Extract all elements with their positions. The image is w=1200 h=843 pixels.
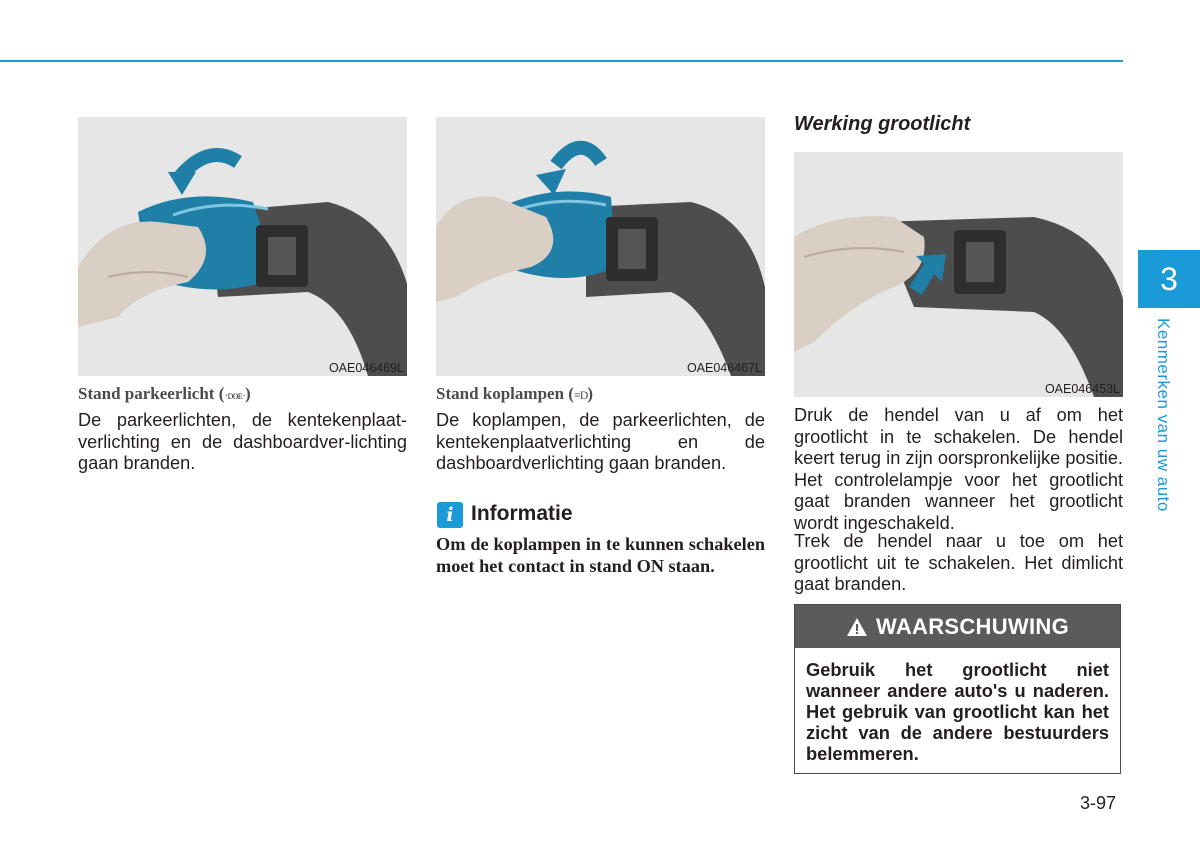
col2-body: De koplampen, de parkeerlichten, de kentekenplaatverlichting en de dashboardverlichting gaan branden. bbox=[436, 410, 765, 473]
figure-high-beam bbox=[794, 152, 1123, 397]
chapter-tab: 3 bbox=[1138, 250, 1200, 308]
top-rule bbox=[0, 60, 1123, 62]
lever-illustration bbox=[436, 117, 765, 376]
section-heading: Werking grootlicht bbox=[794, 113, 971, 135]
warning-box bbox=[794, 604, 1121, 774]
lever-illustration bbox=[794, 152, 1123, 397]
col3-para1: Druk de hendel van u af om het grootlicht in te schakelen. De hendel keert terug in zijn oorspronkelijke positie. Het controlelampje voor het grootlicht gaat branden wanneer het grootlicht wordt ingeschakeld. bbox=[794, 405, 1123, 533]
warning-triangle-icon bbox=[846, 617, 868, 637]
headlamp-icon: ≡D bbox=[573, 388, 588, 402]
chapter-title: Kenmerken van uw auto bbox=[1154, 318, 1173, 512]
warning-header bbox=[795, 605, 1120, 648]
lever-illustration bbox=[78, 117, 407, 376]
figure-headlamps bbox=[436, 117, 765, 376]
figure-caption: Stand parkeerlicht (·ᴅᴏᴇ·) bbox=[78, 384, 251, 403]
figure-code: OAE046469L bbox=[328, 361, 404, 375]
parking-light-icon: ·ᴅᴏᴇ· bbox=[224, 388, 246, 402]
col1-body: De parkeerlichten, de kentekenplaat-verlichting en de dashboardver-lichting gaan branden. bbox=[78, 410, 407, 473]
info-title: Informatie bbox=[471, 502, 573, 525]
figure-code: OAE046453L bbox=[1044, 382, 1120, 396]
page-number: 3-97 bbox=[1080, 793, 1117, 813]
info-icon: i bbox=[437, 502, 463, 528]
rotate-arrow-icon bbox=[556, 148, 601, 165]
warning-body: Gebruik het grootlicht niet wanneer andere auto's u naderen. Het gebruik van grootlicht kan het zicht van de andere bestuurders belemmeren. bbox=[806, 659, 1109, 764]
info-body: Om de koplampen in te kunnen schakelen moet het contact in stand ON staan. bbox=[436, 534, 765, 576]
warning-title: WAARSCHUWING bbox=[875, 613, 1070, 639]
figure-caption: Stand koplampen (≡D) bbox=[436, 384, 594, 403]
col3-para2: Trek de hendel naar u toe om het grootlicht uit te schakelen. Het dimlicht gaat branden. bbox=[794, 531, 1123, 594]
figure-parking-light bbox=[78, 117, 407, 376]
figure-code: OAE046467L bbox=[686, 361, 762, 375]
